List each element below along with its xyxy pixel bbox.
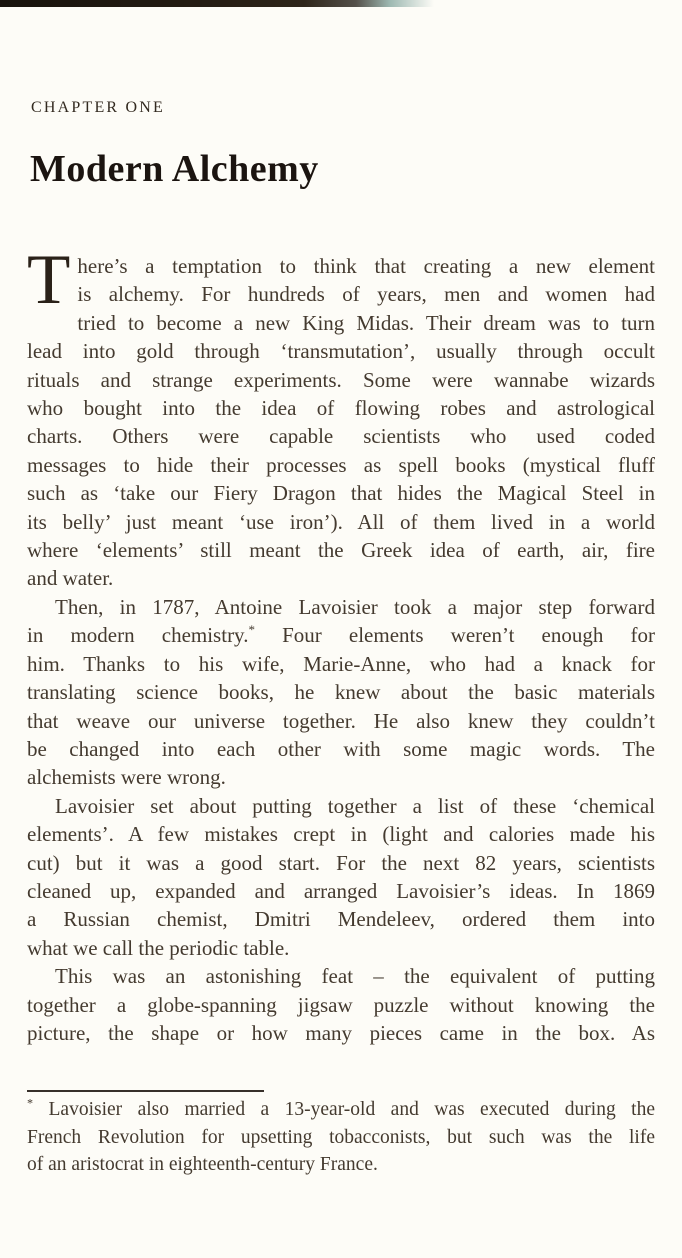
chapter-label: CHAPTER ONE — [31, 99, 165, 116]
text-line: be changed into each other with some magic words. The — [27, 736, 655, 761]
text-line: him. Thanks to his wife, Marie-Anne, who had a knack for — [27, 651, 655, 676]
text-line: rituals and strange experiments. Some were wannabe wizards — [27, 367, 655, 392]
text-line: This was an astonishing feat – the equivalent of putting — [55, 964, 655, 989]
text-line: alchemists were wrong. — [27, 765, 226, 790]
text-line: its belly’ just meant ‘use iron’). All of them lived in a world — [27, 509, 655, 534]
text-line: such as ‘take our Fiery Dragon that hides the Magical Steel in — [27, 481, 655, 506]
paragraph — [27, 241, 655, 593]
page-title: Modern Alchemy — [30, 148, 319, 191]
text-line: messages to hide their processes as spell books (mystical fluff — [27, 452, 655, 477]
text-line: here’s a temptation to think that creating a new element — [77, 254, 655, 278]
footnote-rule — [27, 1090, 264, 1092]
text-line: in modern chemistry.* Four elements weren’t enough for — [27, 622, 655, 648]
text-line: where ‘elements’ still meant the Greek idea of earth, air, fire — [27, 538, 655, 563]
footnote-text — [27, 1096, 655, 1179]
text-line: Lavoisier set about putting together a list of these ‘chemical — [55, 793, 655, 818]
footnote-line: * Lavoisier also married a 13-year-old and was executed during the — [27, 1096, 655, 1120]
text-line: together a globe-spanning jigsaw puzzle without knowing the — [27, 992, 655, 1017]
text-line: translating science books, he knew about the basic materials — [27, 680, 655, 705]
drop-cap: T — [27, 241, 71, 319]
text-line: lead into gold through ‘transmutation’, usually through occult — [27, 339, 655, 364]
footnote-reference-marker: * — [248, 622, 255, 638]
paragraph — [27, 792, 655, 962]
scan-edge-artifact — [0, 0, 434, 7]
text-line: what we call the periodic table. — [27, 935, 290, 960]
body-text — [27, 241, 655, 1047]
text-line: a Russian chemist, Dmitri Mendeleev, ordered them into — [27, 907, 655, 932]
footnote-line: of an aristocrat in eighteenth-century France. — [27, 1154, 378, 1176]
text-line: who bought into the idea of flowing robes and astrological — [27, 396, 655, 421]
text-line: cleaned up, expanded and arranged Lavoisier’s ideas. In 1869 — [27, 878, 655, 903]
text-line: that weave our universe together. He also knew they couldn’t — [27, 708, 655, 733]
text-line: Then, in 1787, Antoine Lavoisier took a major step forward — [55, 594, 655, 619]
text-line: picture, the shape or how many pieces came in the box. As — [27, 1020, 655, 1045]
paragraph — [27, 962, 655, 1047]
footnote-marker: * — [27, 1096, 34, 1111]
text-line: charts. Others were capable scientists who used coded — [27, 424, 655, 449]
paragraph — [27, 593, 655, 792]
footnote-line: French Revolution for upsetting tobacconists, but such was the life — [27, 1126, 655, 1148]
text-line: elements’. A few mistakes crept in (light and calories made his — [27, 822, 655, 847]
text-line: and water. — [27, 566, 114, 591]
text-line: tried to become a new King Midas. Their dream was to turn — [77, 310, 655, 335]
text-line: is alchemy. For hundreds of years, men and women had — [77, 282, 655, 307]
text-line: cut) but it was a good start. For the next 82 years, scientists — [27, 850, 655, 875]
